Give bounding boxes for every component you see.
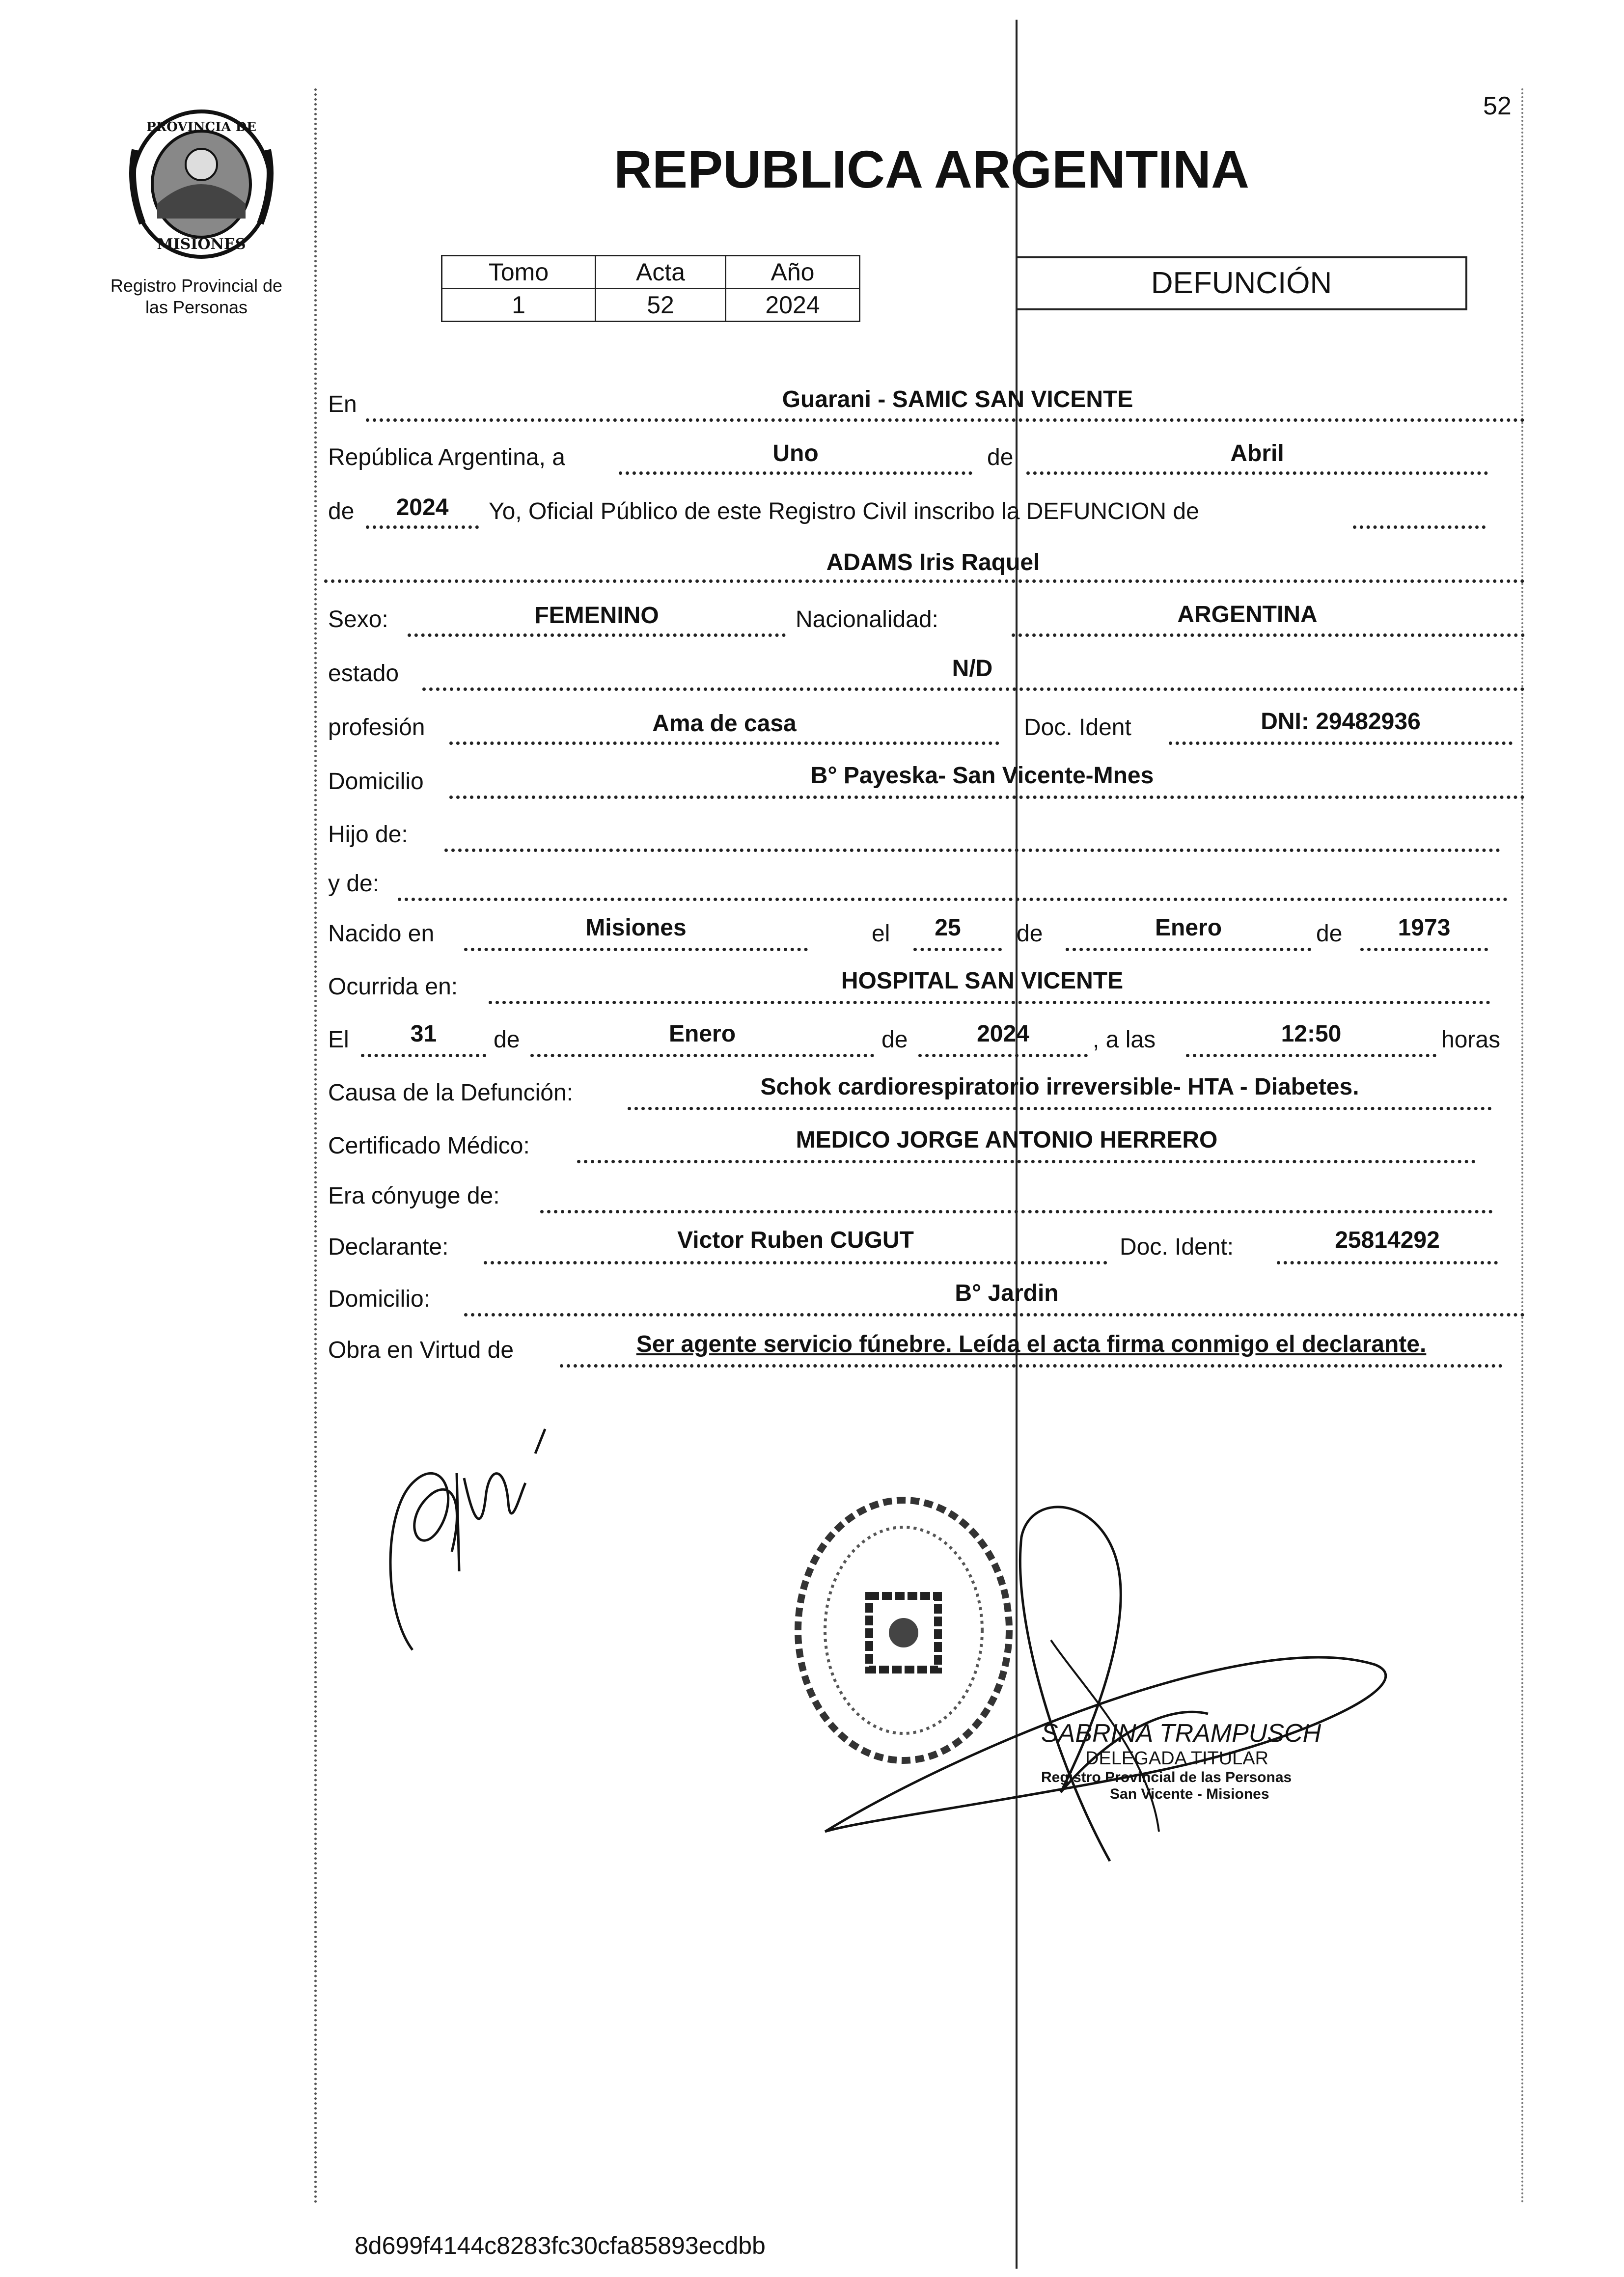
registry-line-1: Registro Provincial de bbox=[110, 275, 283, 296]
domicilio2-label: Domicilio: bbox=[328, 1286, 431, 1312]
obra-value: Ser agente servicio fúnebre. Leída el acta firma conmigo el declarante. bbox=[636, 1331, 1427, 1357]
domicilio-label: Domicilio bbox=[328, 768, 424, 795]
month-dotline bbox=[1026, 471, 1488, 475]
hijo-dotline bbox=[444, 849, 1500, 852]
doc-label: Doc. Ident bbox=[1024, 714, 1131, 741]
record-type: DEFUNCIÓN bbox=[1151, 266, 1332, 300]
official-name-stamp bbox=[1041, 1719, 1346, 1803]
certificado-dotline bbox=[577, 1160, 1476, 1163]
officer-signature bbox=[805, 1478, 1395, 1945]
official-role: DELEGADA TITULAR bbox=[1085, 1748, 1269, 1769]
nacido-day: 25 bbox=[935, 915, 961, 941]
certificado-value: MEDICO JORGE ANTONIO HERRERO bbox=[796, 1127, 1218, 1153]
day-dotline bbox=[619, 471, 972, 475]
misiones-province-seal bbox=[123, 106, 280, 263]
nacido-month-dotline bbox=[1066, 948, 1311, 951]
month-value: Abril bbox=[1230, 440, 1284, 466]
ocurrida-label: Ocurrida en: bbox=[328, 974, 458, 1000]
el2-label: El bbox=[328, 1027, 349, 1053]
causa-value: Schok cardiorespiratorio irreversible- HTA - Diabetes. bbox=[760, 1074, 1359, 1100]
oficial-text: Yo, Oficial Público de este Registro Civil inscribo la DEFUNCION de bbox=[489, 498, 1199, 524]
nacionalidad-label: Nacionalidad: bbox=[796, 606, 938, 632]
declarante-label: Declarante: bbox=[328, 1234, 449, 1260]
table-row bbox=[442, 256, 860, 289]
seal-text-top: PROVINCIA DE bbox=[146, 120, 256, 135]
year-dotline bbox=[366, 525, 479, 529]
sexo-value: FEMENINO bbox=[534, 603, 659, 629]
decl-doc-label: Doc. Ident: bbox=[1120, 1234, 1234, 1260]
death-month-dotline bbox=[530, 1054, 874, 1057]
certificado-label: Certificado Médico: bbox=[328, 1133, 530, 1159]
yde-label: y de: bbox=[328, 871, 380, 897]
nacionalidad-dotline bbox=[1012, 633, 1525, 637]
header-acta: Acta bbox=[596, 256, 726, 289]
sexo-label: Sexo: bbox=[328, 606, 388, 632]
ocurrida-value: HOSPITAL SAN VICENTE bbox=[841, 968, 1124, 994]
profesion-label: profesión bbox=[328, 714, 425, 741]
registry-line-2: las Personas bbox=[145, 297, 248, 317]
day-value: Uno bbox=[772, 440, 819, 466]
decl-doc-dotline bbox=[1277, 1261, 1498, 1264]
domicilio2-dotline bbox=[464, 1313, 1525, 1317]
estado-dotline bbox=[422, 687, 1525, 691]
en-value: Guarani - SAMIC SAN VICENTE bbox=[782, 386, 1133, 412]
domicilio2-value: B° Jardin bbox=[955, 1280, 1059, 1306]
estado-label: estado bbox=[328, 660, 399, 686]
registry-name bbox=[88, 275, 304, 318]
value-acta: 52 bbox=[596, 289, 726, 322]
domicilio-value: B° Payeska- San Vicente-Mnes bbox=[810, 763, 1154, 789]
header-tomo: Tomo bbox=[442, 256, 596, 289]
conyuge-label: Era cónyuge de: bbox=[328, 1183, 500, 1209]
death-month: Enero bbox=[668, 1021, 736, 1047]
horas-label: horas bbox=[1441, 1027, 1501, 1053]
doc-dotline bbox=[1169, 741, 1513, 745]
seal-text-bottom: MISIONES bbox=[157, 236, 246, 253]
nacido-day-dotline bbox=[913, 948, 1002, 951]
death-year: 2024 bbox=[977, 1021, 1029, 1047]
year-value: 2024 bbox=[396, 494, 449, 521]
deceased-name: ADAMS Iris Raquel bbox=[826, 549, 1040, 576]
right-margin-line bbox=[1521, 88, 1523, 2205]
conyuge-dotline bbox=[540, 1210, 1493, 1213]
profesion-value: Ama de casa bbox=[652, 711, 797, 737]
estado-value: N/D bbox=[952, 656, 993, 682]
doc-value: DNI: 29482936 bbox=[1261, 709, 1421, 735]
alas-label: , a las bbox=[1093, 1027, 1156, 1053]
official-name: SABRINA TRAMPUSCH bbox=[1041, 1719, 1321, 1748]
left-margin-line bbox=[314, 88, 317, 2205]
nacido-month: Enero bbox=[1155, 915, 1222, 941]
nacido-dotline bbox=[464, 948, 808, 951]
republica-label: República Argentina, a bbox=[328, 444, 565, 470]
record-reference-table bbox=[441, 255, 860, 322]
page-title: REPUBLICA ARGENTINA bbox=[614, 139, 1249, 199]
year-de-label: de bbox=[328, 498, 355, 524]
death-time: 12:50 bbox=[1281, 1021, 1342, 1047]
death-day: 31 bbox=[410, 1021, 437, 1047]
profesion-dotline bbox=[449, 741, 999, 745]
declarant-signature bbox=[373, 1424, 560, 1660]
header-anio: Año bbox=[726, 256, 860, 289]
official-office: Registro Provincial de las Personas bbox=[1041, 1769, 1292, 1785]
death-de2-label: de bbox=[881, 1027, 908, 1053]
obra-dotline bbox=[560, 1364, 1503, 1368]
ocurrida-dotline bbox=[489, 1001, 1490, 1004]
domicilio-dotline bbox=[449, 796, 1525, 799]
name-dotline bbox=[324, 579, 1525, 583]
death-year-dotline bbox=[918, 1054, 1088, 1057]
yde-dotline-2 bbox=[398, 898, 1508, 901]
declarante-dotline bbox=[484, 1261, 1107, 1264]
oficial-dotline bbox=[1353, 525, 1486, 529]
en-label: En bbox=[328, 391, 357, 417]
sexo-dotline bbox=[408, 633, 786, 637]
footer-hash: 8d699f4144c8283fc30cfa85893ecdbb bbox=[355, 2232, 766, 2259]
death-day-dotline bbox=[361, 1054, 486, 1057]
hijo-label: Hijo de: bbox=[328, 822, 408, 848]
nacido-label: Nacido en bbox=[328, 921, 435, 947]
official-location: San Vicente - Misiones bbox=[1110, 1786, 1269, 1802]
death-time-dotline bbox=[1186, 1054, 1436, 1057]
value-tomo: 1 bbox=[442, 289, 596, 322]
nacido-de1-label: de bbox=[1017, 921, 1043, 947]
nacido-value: Misiones bbox=[585, 915, 687, 941]
table-row bbox=[442, 289, 860, 322]
declarante-value: Victor Ruben CUGUT bbox=[677, 1227, 914, 1253]
causa-label: Causa de la Defunción: bbox=[328, 1080, 573, 1106]
nacido-year: 1973 bbox=[1398, 915, 1451, 941]
record-type-box bbox=[1016, 256, 1467, 310]
el-label: el bbox=[872, 921, 890, 947]
nacido-year-dotline bbox=[1360, 948, 1488, 951]
death-de1-label: de bbox=[494, 1027, 520, 1053]
nacionalidad-value: ARGENTINA bbox=[1177, 602, 1318, 628]
obra-label: Obra en Virtud de bbox=[328, 1337, 514, 1363]
causa-dotline bbox=[628, 1107, 1492, 1110]
decl-doc-value: 25814292 bbox=[1335, 1227, 1440, 1253]
nacido-de2-label: de bbox=[1316, 921, 1343, 947]
page-number: 52 bbox=[1483, 92, 1512, 120]
value-anio: 2024 bbox=[726, 289, 860, 322]
de-label: de bbox=[987, 444, 1014, 470]
en-dotline bbox=[366, 418, 1525, 422]
